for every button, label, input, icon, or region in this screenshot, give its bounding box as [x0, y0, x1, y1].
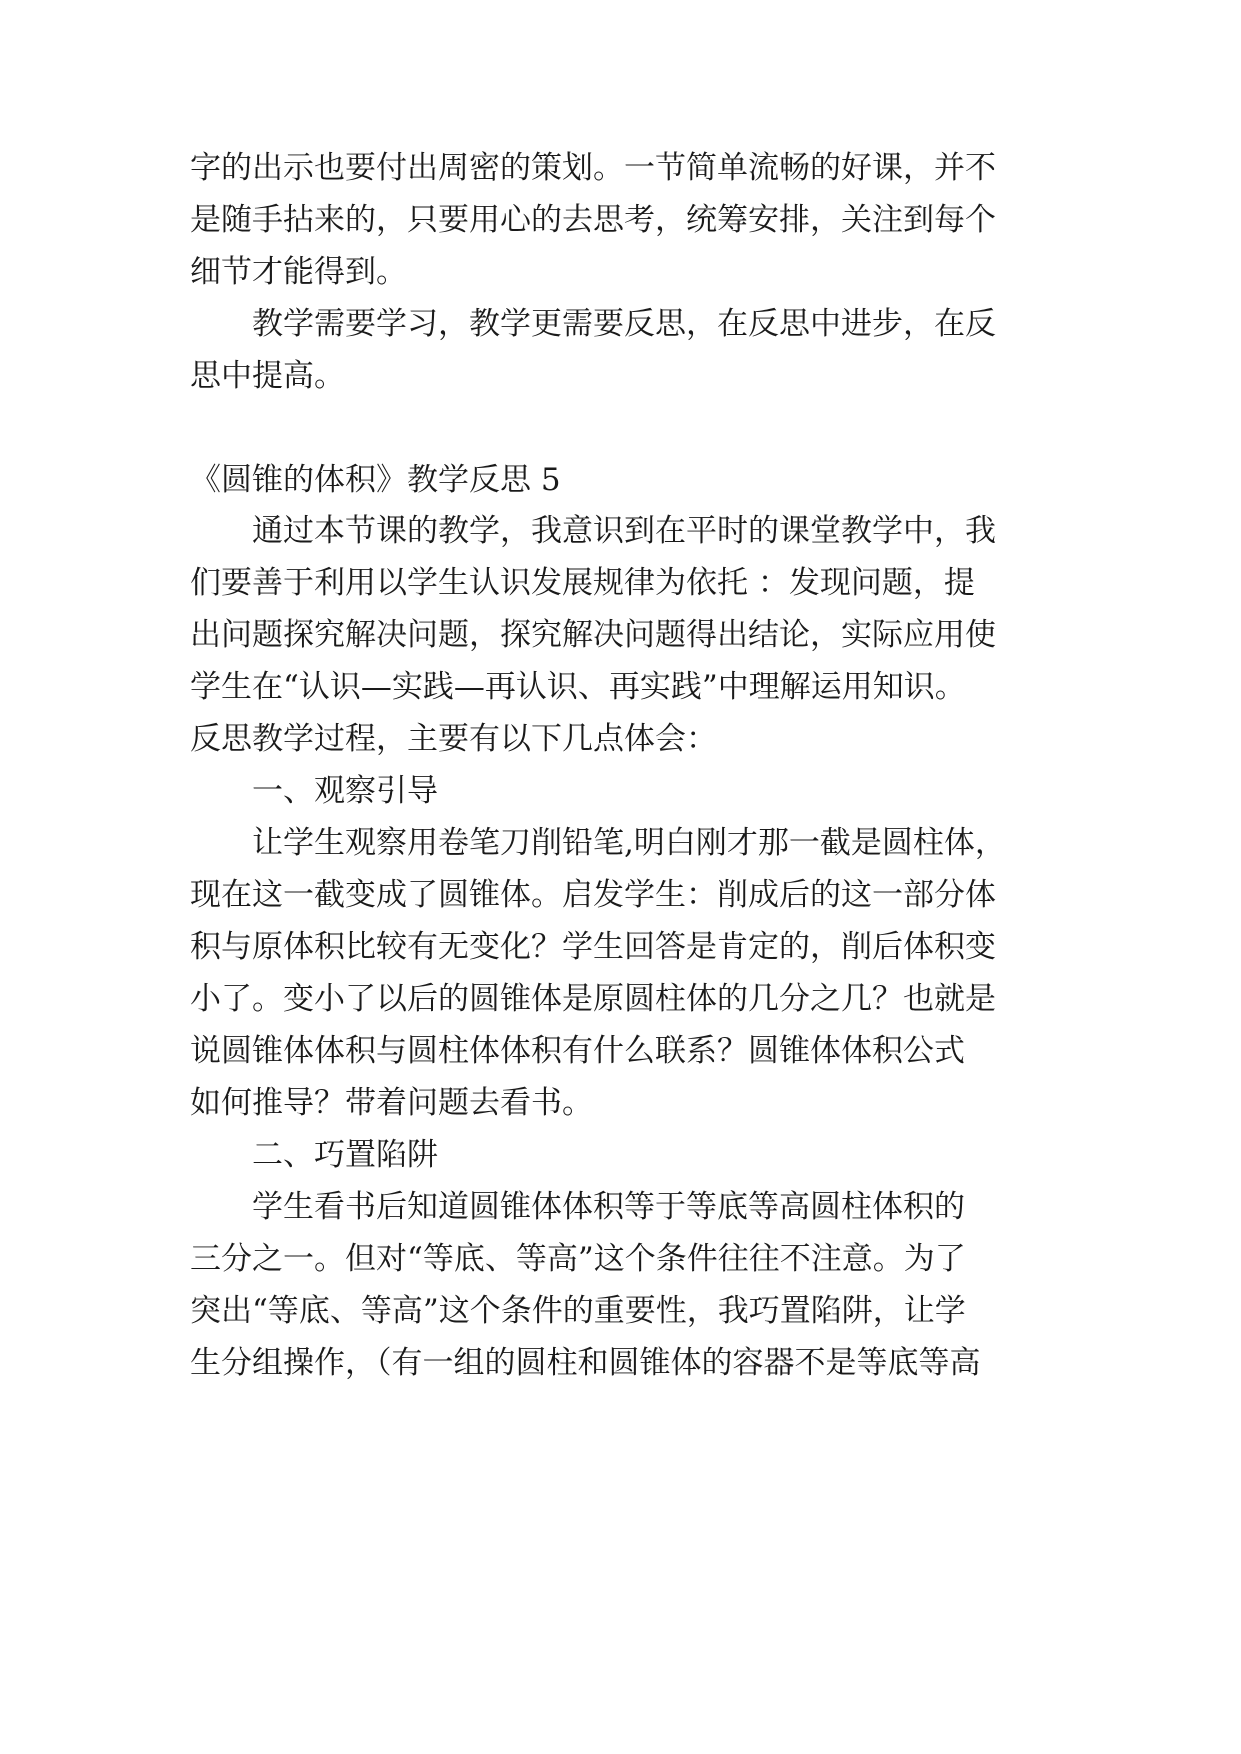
paragraph-line: 反思教学过程，主要有以下几点体会：: [190, 721, 717, 757]
paragraph-line: 突出“等底、等高”这个条件的重要性，我巧置陷阱，让学: [190, 1293, 966, 1329]
paragraph-line: 学生看书后知道圆锥体体积等于等底等高圆柱体积的: [252, 1189, 965, 1225]
paragraph-line: 们要善于利用以学生认识发展规律为依托 ：发现问题，提: [190, 565, 975, 601]
paragraph-line: 如何推导？带着问题去看书。: [190, 1085, 593, 1121]
paragraph-line: 现在这一截变成了圆锥体。启发学生：削成后的这一部分体: [190, 877, 996, 913]
paragraph-line: 积与原体积比较有无变化？学生回答是肯定的，削后体积变: [190, 929, 996, 965]
paragraph-line: 三分之一。但对“等底、等高”这个条件往往不注意。为了: [190, 1241, 966, 1277]
paragraph-line: 字的出示也要付出周密的策划。一节简单流畅的好课，并不: [190, 150, 996, 186]
paragraph-line: 小了。变小了以后的圆锥体是原圆柱体的几分之几？也就是: [190, 981, 996, 1017]
section-title: 《圆锥的体积》教学反思 5: [190, 462, 561, 498]
paragraph-line: 教学需要学习，教学更需要反思，在反思中进步，在反: [252, 306, 996, 342]
paragraph-line: 通过本节课的教学，我意识到在平时的课堂教学中，我: [252, 513, 996, 549]
paragraph-line: 学生在“认识—实践—再认识、再实践”中理解运用知识。: [190, 669, 966, 705]
paragraph-line: 生分组操作，（有一组的圆柱和圆锥体的容器不是等底等高: [190, 1345, 981, 1381]
paragraph-line: 思中提高。: [190, 358, 345, 394]
paragraph-line: 说圆锥体体积与圆柱体体积有什么联系？圆锥体体积公式: [190, 1033, 965, 1069]
paragraph-line: 出问题探究解决问题，探究解决问题得出结论，实际应用使: [190, 617, 996, 653]
paragraph-line: 让学生观察用卷笔刀削铅笔,明白刚才那一截是圆柱体，: [252, 825, 1006, 861]
subheading: 二、巧置陷阱: [252, 1137, 438, 1173]
paragraph-line: 是随手拈来的，只要用心的去思考，统筹安排，关注到每个: [190, 202, 996, 238]
paragraph-line: 细节才能得到。: [190, 254, 407, 290]
subheading: 一、观察引导: [252, 773, 438, 809]
